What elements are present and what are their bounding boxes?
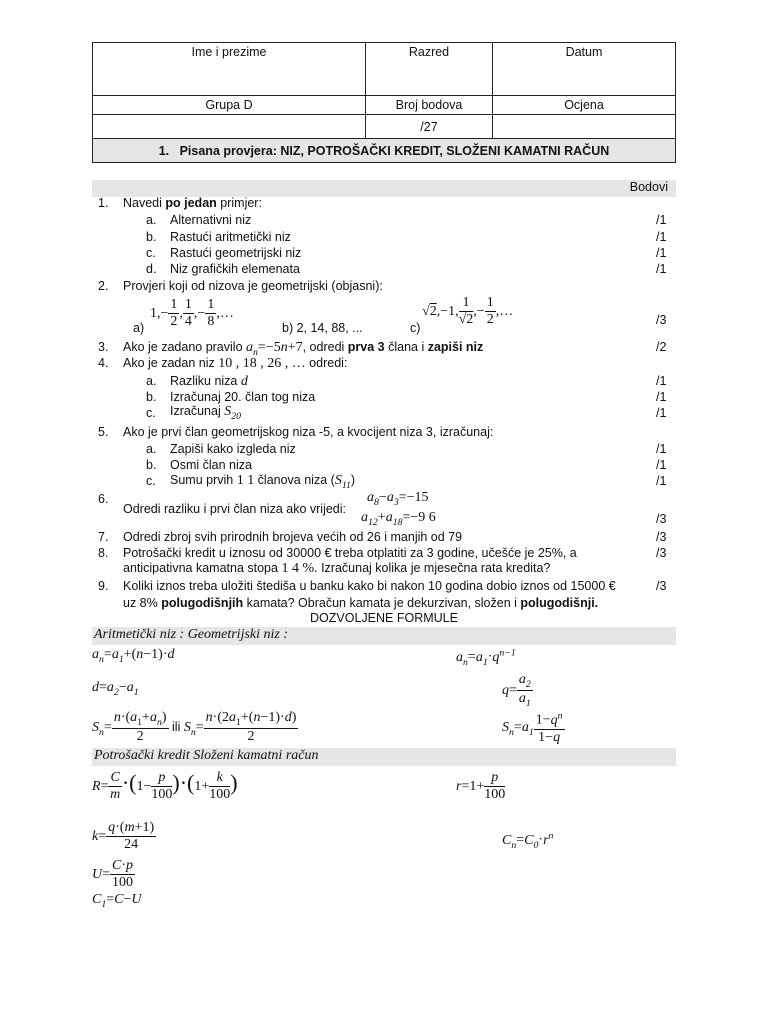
formula-or: ili	[172, 719, 181, 734]
q5c-text: Sumu prvih 1 1 članova niza $(S_{11})$	[170, 473, 356, 491]
formula-credit-c1: $C_1=C-U$	[92, 892, 142, 910]
q5a-letter: a.	[146, 442, 157, 456]
q2c-sequence: √2,−1, $\frac{1}{√2}$ ,− $\frac{1}{2}$ ,…	[422, 295, 514, 328]
q2-points: /3	[656, 313, 667, 327]
q1c-letter: c.	[146, 246, 156, 260]
q8-line-2: anticipativna kamatna stopa 1 4 %. Izračunaj kolika je mjesečna rata kredita?	[123, 561, 551, 576]
q3-text: Ako je zadano pravilo $a_n=-5n+7$, odredi prva 3 člana i zapiši niz	[123, 340, 484, 358]
q6-points: /3	[656, 512, 667, 526]
q4a-text: Razliku niza d	[170, 374, 248, 389]
q4c-points: /1	[656, 406, 667, 420]
q1a-letter: a.	[146, 213, 157, 227]
q1b-points: /1	[656, 230, 667, 244]
date-label: Datum	[493, 43, 676, 96]
header-table	[92, 42, 676, 163]
q6-equation-2: $a_{12}+a_{18}=-9$ 6	[361, 510, 436, 528]
q1c-points: /1	[656, 246, 667, 260]
q5c-points: /1	[656, 474, 667, 488]
q2b-label: b) 2, 14, 88, ...	[282, 321, 363, 335]
q4-number: 4.	[98, 356, 109, 370]
q7-points: /3	[656, 530, 667, 544]
q4c-letter: c.	[146, 406, 156, 420]
q1-text: Navedi po jedan primjer:	[123, 196, 262, 210]
q8-number: 8.	[98, 546, 109, 560]
q4b-text: Izračunaj 20. član tog niza	[170, 390, 316, 404]
q4c-text: Izračunaj $S_{20}$	[170, 404, 241, 422]
q5-number: 5.	[98, 425, 109, 439]
q5a-points: /1	[656, 442, 667, 456]
formula-arith-d: $d=a_2-a_1$	[92, 680, 139, 698]
q6-number: 6.	[98, 492, 109, 506]
formula-band-2-label: Potrošački kredit Složeni kamatni račun	[94, 748, 319, 763]
formula-interest-r: r=1+ $\frac{p}{100}$	[456, 770, 506, 803]
q4-text: Ako je zadan niz 10 , 18 , 26 , … odredi:	[123, 356, 348, 371]
q1a-text: Alternativni niz	[170, 213, 252, 227]
q6-text: Odredi razliku i prvi član niza ako vrijedi:	[123, 502, 347, 516]
q5a-text: Zapiši kako izgleda niz	[170, 442, 296, 456]
q8-points: /3	[656, 546, 667, 560]
formula-geo-sn: $S_n=a_1$ $\frac{1-q^n}{1-q}$	[502, 710, 563, 745]
q5b-points: /1	[656, 458, 667, 472]
name-field[interactable]	[93, 115, 366, 139]
formula-credit-k: k= $\frac{q\cdot(m+1)}{24}$	[92, 820, 155, 853]
q5b-text: Osmi član niza	[170, 458, 252, 472]
q5c-letter: c.	[146, 474, 156, 488]
q1d-text: Niz grafičkih elemenata	[170, 262, 300, 276]
formula-geo-q: q= $\frac{a_2}{a_1}$	[502, 672, 531, 709]
q6-equation-1: $a_8-a_3=-15$	[367, 490, 429, 508]
formula-credit-r: R= $\frac{C}{m}$ ·(1− $\frac{p}{100}$ )·(1+ $\frac{k}{100}$ )	[92, 770, 238, 803]
q9-line-2: uz 8% polugodišnjih kamata? Obračun kamata je dekurzivan, složen i polugodišnji.	[123, 596, 599, 610]
test-title: 1. Pisana provjera: NIZ, POTROŠAČKI KREDIT, SLOŽENI KAMATNI RAČUN	[93, 139, 676, 163]
q5b-letter: b.	[146, 458, 157, 472]
points-label: Broj bodova	[366, 96, 493, 115]
q3-number: 3.	[98, 340, 109, 354]
q9-number: 9.	[98, 579, 109, 593]
grade-label: Ocjena	[493, 96, 676, 115]
q1b-text: Rastući aritmetički niz	[170, 230, 291, 244]
q2a-label: a)	[133, 321, 145, 335]
q1-number: 1.	[98, 196, 109, 210]
formula-arith-sn: $S_n=$ $\frac{n\cdot(a_1+a_n)}{2}$ ili $S_n=$ $\frac{n\cdot(2a_1+(n-1)\cdot d)}{2}$	[92, 710, 297, 745]
q4b-points: /1	[656, 390, 667, 404]
points-column-band	[92, 180, 676, 197]
q9-points: /3	[656, 579, 667, 593]
q5-text: Ako je prvi član geometrijskog niza -5, a kvocijent niza 3, izračunaj:	[123, 425, 494, 439]
formula-credit-u: U= $\frac{C\cdot p}{100}$	[92, 858, 134, 891]
q4a-letter: a.	[146, 374, 157, 388]
q4a-points: /1	[656, 374, 667, 388]
q8-line-1: Potrošački kredit u iznosu od 30000 € treba otplatiti za 3 godine, učešće je 25%, a	[123, 546, 577, 560]
q7-text: Odredi zbroj svih prirodnih brojeva većih od 26 i manjih od 79	[123, 530, 463, 544]
formula-arith-an: $a_n=a_1+(n-1)\cdot d$	[92, 647, 175, 665]
q4b-letter: b.	[146, 390, 157, 404]
class-label: Razred	[366, 43, 493, 96]
q1c-text: Rastući geometrijski niz	[170, 246, 302, 260]
q2a-sequence: 1,− $\frac{1}{2}$ , $\frac{1}{4}$ ,− $\frac{1}{8}$ ,…	[150, 297, 234, 330]
name-label: Ime i prezime	[93, 43, 366, 96]
q2-number: 2.	[98, 279, 109, 293]
formula-band-1-label: Aritmetički niz : Geometrijski niz :	[94, 627, 289, 642]
grade-field[interactable]	[493, 115, 676, 139]
formula-interest-cn: $C_n=C_0\cdot r^n$	[502, 830, 554, 851]
q1a-points: /1	[656, 213, 667, 227]
q9-line-1: Koliki iznos treba uložiti štediša u banku kako bi nakon 10 godina dobio iznos od 15000 €	[123, 579, 616, 593]
group-label: Grupa D	[93, 96, 366, 115]
points-total: /27	[366, 115, 493, 139]
q2c-label: c)	[410, 321, 421, 335]
q1d-points: /1	[656, 262, 667, 276]
q1b-letter: b.	[146, 230, 157, 244]
q1d-letter: d.	[146, 262, 157, 276]
q2-text: Provjeri koji od nizova je geometrijski (objasni):	[123, 279, 383, 293]
q3-points: /2	[656, 340, 667, 354]
formulas-title: DOZVOLJENE FORMULE	[310, 611, 458, 625]
formula-geo-an: $a_n=a_1\cdot q^{n-1}$	[456, 647, 516, 668]
points-column-header: Bodovi	[629, 180, 668, 194]
q7-number: 7.	[98, 530, 109, 544]
